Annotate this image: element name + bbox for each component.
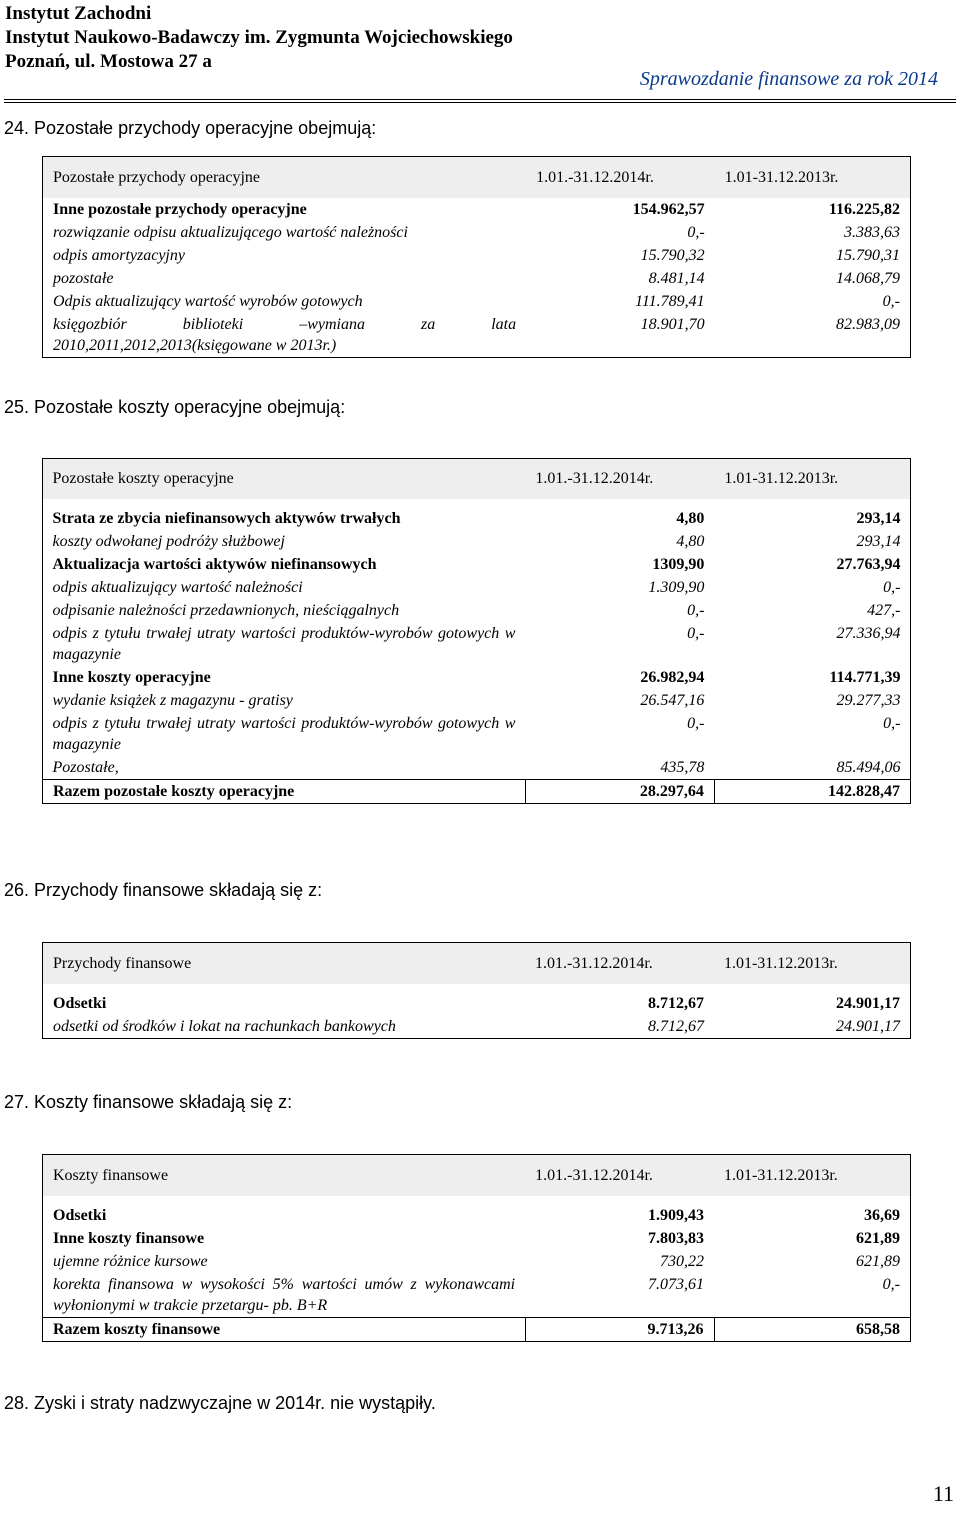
institution-name: Instytut Zachodni (5, 3, 152, 24)
table-27 (42, 1154, 911, 1342)
value-2014: 18.901,70 (640, 316, 705, 333)
table-total-row (43, 780, 911, 804)
report-title: Sprawozdanie finansowe za rok 2014 (639, 68, 938, 90)
value-2013: 116.225,82 (828, 201, 900, 218)
header-cell: 1.01.-31.12.2014r. (525, 1155, 714, 1197)
value-2013: 293,14 (856, 533, 901, 550)
table-row (43, 313, 911, 358)
value-2014: 0,- (687, 625, 705, 642)
value-2013: 3.383,63 (844, 224, 900, 241)
row-label: odsetki od środków i lokat na rachunkach bankowych (53, 1018, 396, 1035)
row-label: Odsetki (53, 1207, 107, 1224)
table-row (43, 553, 911, 576)
header-cell: 1.01-31.12.2013r. (715, 157, 911, 199)
value-2014: 730,22 (660, 1253, 705, 1270)
row-label: Razem pozostałe koszty operacyjne (43, 780, 526, 804)
value-2013: 293,14 (856, 510, 901, 527)
value-2013: 658,58 (714, 1318, 910, 1342)
row-label: Strata ze zbycia niefinansowych aktywów trwałych (52, 510, 401, 527)
table-26 (42, 942, 911, 1039)
section-26-title: 26. Przychody finansowe składają się z: (4, 880, 323, 900)
row-label: odpisanie należności przedawnionych, nieściągalnych (52, 602, 400, 619)
header-cell: 1.01-31.12.2013r. (714, 943, 911, 985)
value-2014: 9.713,26 (525, 1318, 714, 1342)
table-header-row (43, 458, 911, 499)
table-row (43, 689, 911, 712)
table-row (43, 221, 911, 244)
row-label: odpis z tytułu trwałej utraty wartości produktów-wyrobów gotowych w magazynie (52, 715, 516, 753)
value-2014: 0,- (687, 715, 705, 732)
value-2014: 154.962,57 (632, 201, 705, 218)
value-2013: 24.901,17 (836, 995, 900, 1012)
row-label: Odsetki (53, 995, 107, 1012)
value-2013: 82.983,09 (836, 316, 900, 333)
value-2014: 7.073,61 (648, 1276, 705, 1293)
table-row (43, 1273, 911, 1318)
value-2013: 27.763,94 (836, 556, 901, 573)
row-label: rozwiązanie odpisu aktualizującego wartość należności (53, 224, 408, 241)
header-cell: Pozostałe koszty operacyjne (43, 458, 526, 499)
value-2014: 1.909,43 (648, 1207, 705, 1224)
table-row (43, 622, 911, 666)
table-24 (42, 156, 911, 358)
table-row (43, 599, 911, 622)
value-2014: 1.309,90 (648, 579, 705, 596)
section-25-title: 25. Pozostałe koszty operacyjne obejmują: (4, 397, 346, 417)
table-row (43, 530, 911, 553)
value-2014: 0,- (687, 224, 705, 241)
value-2014: 8.712,67 (647, 1018, 704, 1035)
value-2014: 28.297,64 (525, 780, 714, 804)
value-2014: 0,- (687, 602, 705, 619)
table-header-row (43, 1155, 911, 1197)
table-header-row (43, 157, 911, 199)
table-row (43, 507, 911, 530)
row-label: Aktualizacja wartości aktywów niefinansowych (52, 556, 377, 573)
header-cell: Koszty finansowe (43, 1155, 526, 1197)
value-2014: 4,80 (676, 510, 705, 527)
value-2013: 29.277,33 (836, 692, 901, 709)
value-2013: 142.828,47 (714, 780, 910, 804)
institution-header (5, 2, 513, 74)
table-row (43, 576, 911, 599)
section-27-title: 27. Koszty finansowe składają się z: (4, 1092, 293, 1112)
row-label: Inne koszty operacyjne (52, 669, 211, 686)
value-2014: 26.982,94 (640, 669, 705, 686)
header-cell: Pozostałe przychody operacyjne (43, 157, 527, 199)
value-2013: 85.494,06 (836, 759, 901, 776)
table-row (43, 756, 911, 780)
row-label: koszty odwołanej podróży służbowej (52, 533, 285, 550)
table-25 (42, 458, 911, 804)
value-2013: 24.901,17 (836, 1018, 900, 1035)
header-cell: 1.01-31.12.2013r. (714, 458, 910, 499)
header-cell: 1.01.-31.12.2014r. (525, 458, 714, 499)
value-2013: 36,69 (864, 1207, 900, 1224)
header-divider (4, 99, 956, 103)
value-2014: 8.481,14 (648, 270, 705, 287)
value-2014: 26.547,16 (640, 692, 705, 709)
row-label: Odpis aktualizujący wartość wyrobów gotowych (53, 293, 363, 310)
value-2014: 4,80 (676, 533, 705, 550)
value-2013: 15.790,31 (836, 247, 900, 264)
section-24-title: 24. Pozostałe przychody operacyjne obejmują: (4, 118, 377, 138)
table-row (43, 290, 911, 313)
value-2013: 0,- (882, 1276, 900, 1293)
value-2014: 7.803,83 (648, 1230, 705, 1247)
row-label: Razem koszty finansowe (43, 1318, 526, 1342)
value-2014: 111.789,41 (635, 293, 705, 310)
row-label: odpis amortyzacyjny (53, 247, 185, 264)
value-2013: 0,- (882, 293, 900, 310)
table-row (43, 244, 911, 267)
table-row (43, 992, 911, 1015)
row-label: Inne koszty finansowe (53, 1230, 205, 1247)
section-28-title: 28. Zyski i straty nadzwyczajne w 2014r. nie wystąpiły. (4, 1393, 436, 1413)
value-2014: 435,78 (660, 759, 705, 776)
row-label: pozostałe (53, 270, 114, 287)
value-2013: 427,- (867, 602, 901, 619)
value-2014: 8.712,67 (647, 995, 704, 1012)
table-row (43, 1227, 911, 1250)
value-2013: 27.336,94 (836, 625, 901, 642)
row-label: wydanie książek z magazynu - gratisy (52, 692, 293, 709)
page-number: 11 (932, 1481, 954, 1506)
value-2013: 114.771,39 (829, 669, 901, 686)
table-header-row (43, 943, 911, 985)
table-row (43, 712, 911, 756)
value-2013: 621,89 (856, 1253, 900, 1270)
table-row (43, 198, 911, 221)
value-2013: 14.068,79 (836, 270, 900, 287)
value-2013: 0,- (883, 579, 901, 596)
row-label: odpis z tytułu trwałej utraty wartości produktów-wyrobów gotowych w magazynie (52, 625, 516, 663)
value-2013: 0,- (883, 715, 901, 732)
value-2014: 1309,90 (652, 556, 705, 573)
table-row (43, 267, 911, 290)
value-2014: 15.790,32 (640, 247, 705, 264)
header-cell: 1.01.-31.12.2014r. (526, 157, 715, 199)
row-label: korekta finansowa w wysokości 5% wartości umów z wykonawcami wyłonionymi w trakcie przetargu- pb. B+R (53, 1276, 516, 1314)
table-row (43, 1204, 911, 1227)
header-cell: Przychody finansowe (43, 943, 526, 985)
table-total-row (43, 1318, 911, 1342)
institution-address: Poznań, ul. Mostowa 27 a (5, 51, 212, 72)
table-row (43, 1015, 911, 1039)
row-label: odpis aktualizujący wartość należności (52, 579, 303, 596)
header-cell: 1.01.-31.12.2014r. (525, 943, 714, 985)
row-label: Inne pozostałe przychody operacyjne (53, 201, 307, 218)
table-row (43, 666, 911, 689)
row-label: Pozostałe, (52, 759, 119, 776)
institution-full-name: Instytut Naukowo-Badawczy im. Zygmunta Wojciechowskiego (5, 27, 513, 48)
header-cell: 1.01-31.12.2013r. (714, 1155, 910, 1197)
row-label: księgozbiór biblioteki –wymiana za lata 2010,2011,2012,2013(księgowane w 2013r.) (53, 316, 517, 354)
table-row (43, 1250, 911, 1273)
row-label: ujemne różnice kursowe (53, 1253, 208, 1270)
value-2013: 621,89 (856, 1230, 900, 1247)
